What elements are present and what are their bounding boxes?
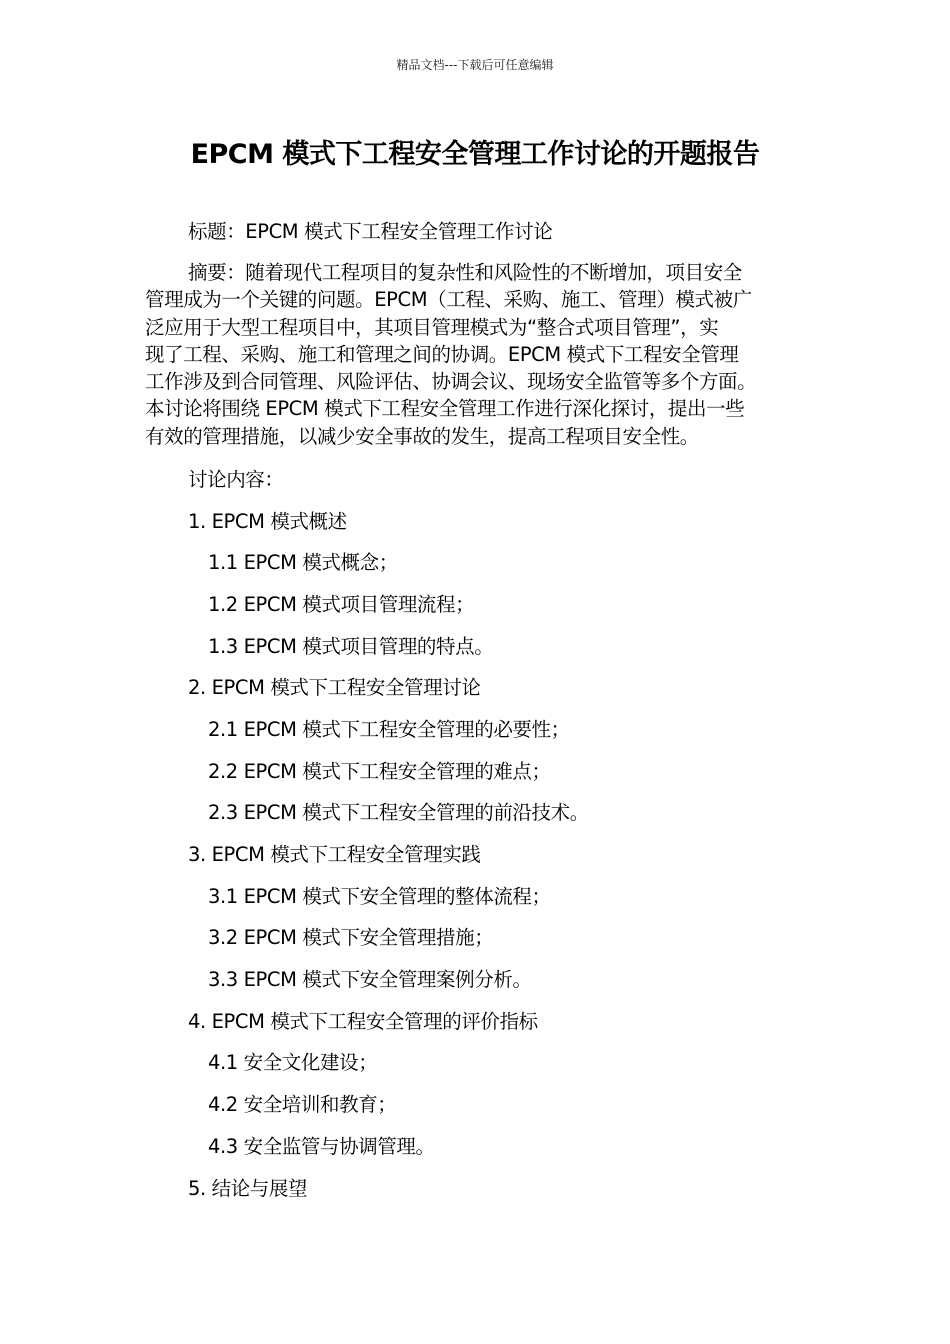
abstract-line: 摘要：随着现代工程项目的复杂性和风险性的不断增加，项目安全 (188, 261, 742, 284)
section-item: 2.1 EPCM 模式下工程安全管理的必要性； (208, 718, 570, 741)
abstract-line: 本讨论将围绕 EPCM 模式下工程安全管理工作进行深化探讨，提出一些 (145, 397, 745, 421)
abstract-line: 工作涉及到合同管理、风险评估、协调会议、现场安全监管等多个方面。 (145, 370, 757, 394)
section-title: 2. EPCM 模式下工程安全管理讨论 (188, 676, 481, 699)
abstract-line: 现了工程、采购、施工和管理之间的协调。EPCM 模式下工程安全管理 (145, 342, 739, 366)
section-item: 3.2 EPCM 模式下安全管理措施； (208, 926, 494, 949)
section-item: 4.3 安全监管与协调管理。 (208, 1135, 435, 1158)
section-item: 1.2 EPCM 模式项目管理流程； (208, 593, 475, 616)
document-title: EPCM 模式下工程安全管理工作讨论的开题报告 (190, 139, 760, 170)
section-item: 4.2 安全培训和教育； (208, 1093, 397, 1116)
section-item: 3.3 EPCM 模式下安全管理案例分析。 (208, 968, 532, 991)
abstract-line: 管理成为一个关键的问题。EPCM（工程、采购、施工、管理）模式被广 (145, 288, 752, 312)
abstract-line: 泛应用于大型工程项目中，其项目管理模式为“整合式项目管理”，实 (145, 315, 719, 339)
abstract-paragraph (145, 259, 805, 450)
abstract-line: 有效的管理措施，以减少安全事故的发生，提高工程项目安全性。 (145, 424, 699, 448)
section-title: 4. EPCM 模式下工程安全管理的评价指标 (188, 1010, 538, 1033)
section-item: 3.1 EPCM 模式下安全管理的整体流程； (208, 885, 551, 908)
section-item: 2.2 EPCM 模式下工程安全管理的难点； (208, 760, 551, 783)
section-item: 2.3 EPCM 模式下工程安全管理的前沿技术。 (208, 801, 589, 824)
section-item: 4.1 安全文化建设； (208, 1051, 378, 1074)
subject-line: 标题：EPCM 模式下工程安全管理工作讨论 (188, 220, 553, 243)
section-title: 5. 结论与展望 (188, 1177, 308, 1200)
content-heading: 讨论内容： (188, 468, 284, 491)
section-item: 1.3 EPCM 模式项目管理的特点。 (208, 635, 494, 658)
section-item: 1.1 EPCM 模式概念； (208, 551, 398, 574)
page-header: 精品文档---下载后可任意编辑 (396, 58, 554, 72)
section-title: 3. EPCM 模式下工程安全管理实践 (188, 843, 481, 866)
section-title: 1. EPCM 模式概述 (188, 510, 347, 533)
